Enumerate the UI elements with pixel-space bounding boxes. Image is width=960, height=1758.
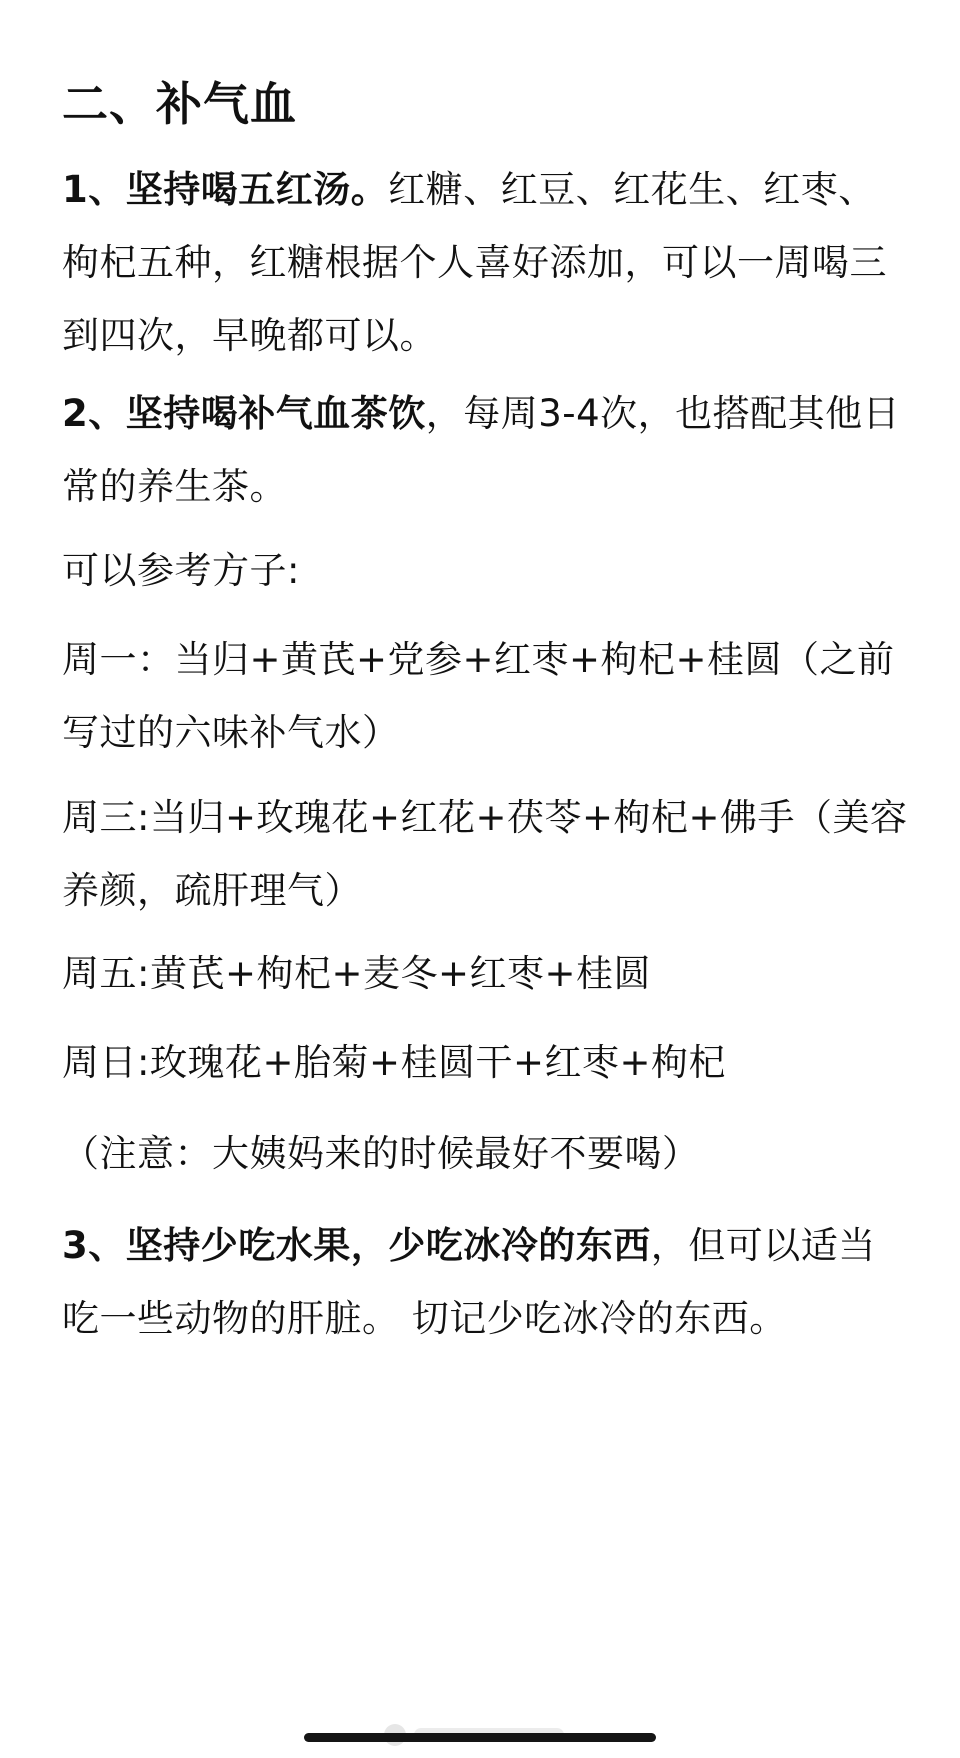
- tip-title: 3、坚持少吃水果，少吃冰冷的东西: [62, 1224, 651, 1267]
- tip-body: 红糖、红豆、红花生、红枣、枸杞五种，红糖根据个人喜好添加，可以一周喝三到四次，早晚都可以。: [62, 168, 887, 357]
- recipe-monday: 周一：当归+黄芪+党参+红枣+枸杞+桂圆（之前写过的六味补气水）: [62, 638, 895, 754]
- recipe-sunday: 周日:玫瑰花+胎菊+桂圆干+红枣+枸杞: [62, 1041, 726, 1084]
- tip-less-cold-food: [62, 1209, 912, 1355]
- tip-title: 2、坚持喝补气血茶饮: [62, 392, 426, 435]
- tip-title: 1、坚持喝五红汤。: [62, 168, 389, 211]
- home-indicator-bar[interactable]: [304, 1733, 656, 1742]
- recipe-intro: 可以参考方子:: [62, 549, 300, 592]
- tip-body: ，每周3-4次，也搭配其他日常的养生茶。: [62, 392, 901, 508]
- section-heading: 二、补气血: [62, 77, 297, 131]
- recipe-wednesday: 周三:当归+玫瑰花+红花+茯苓+枸杞+佛手（美容养颜，疏肝理气）: [62, 796, 908, 912]
- tip-herbal-tea: [62, 377, 912, 523]
- recipe-friday: 周五:黄芪+枸杞+麦冬+红枣+桂圆: [62, 952, 651, 995]
- tip-body: ，但可以适当吃一些动物的肝脏。 切记少吃冰冷的东西。: [62, 1224, 876, 1340]
- tip-five-red-soup: [62, 153, 912, 372]
- recipe-note: （注意：大姨妈来的时候最好不要喝）: [62, 1132, 700, 1175]
